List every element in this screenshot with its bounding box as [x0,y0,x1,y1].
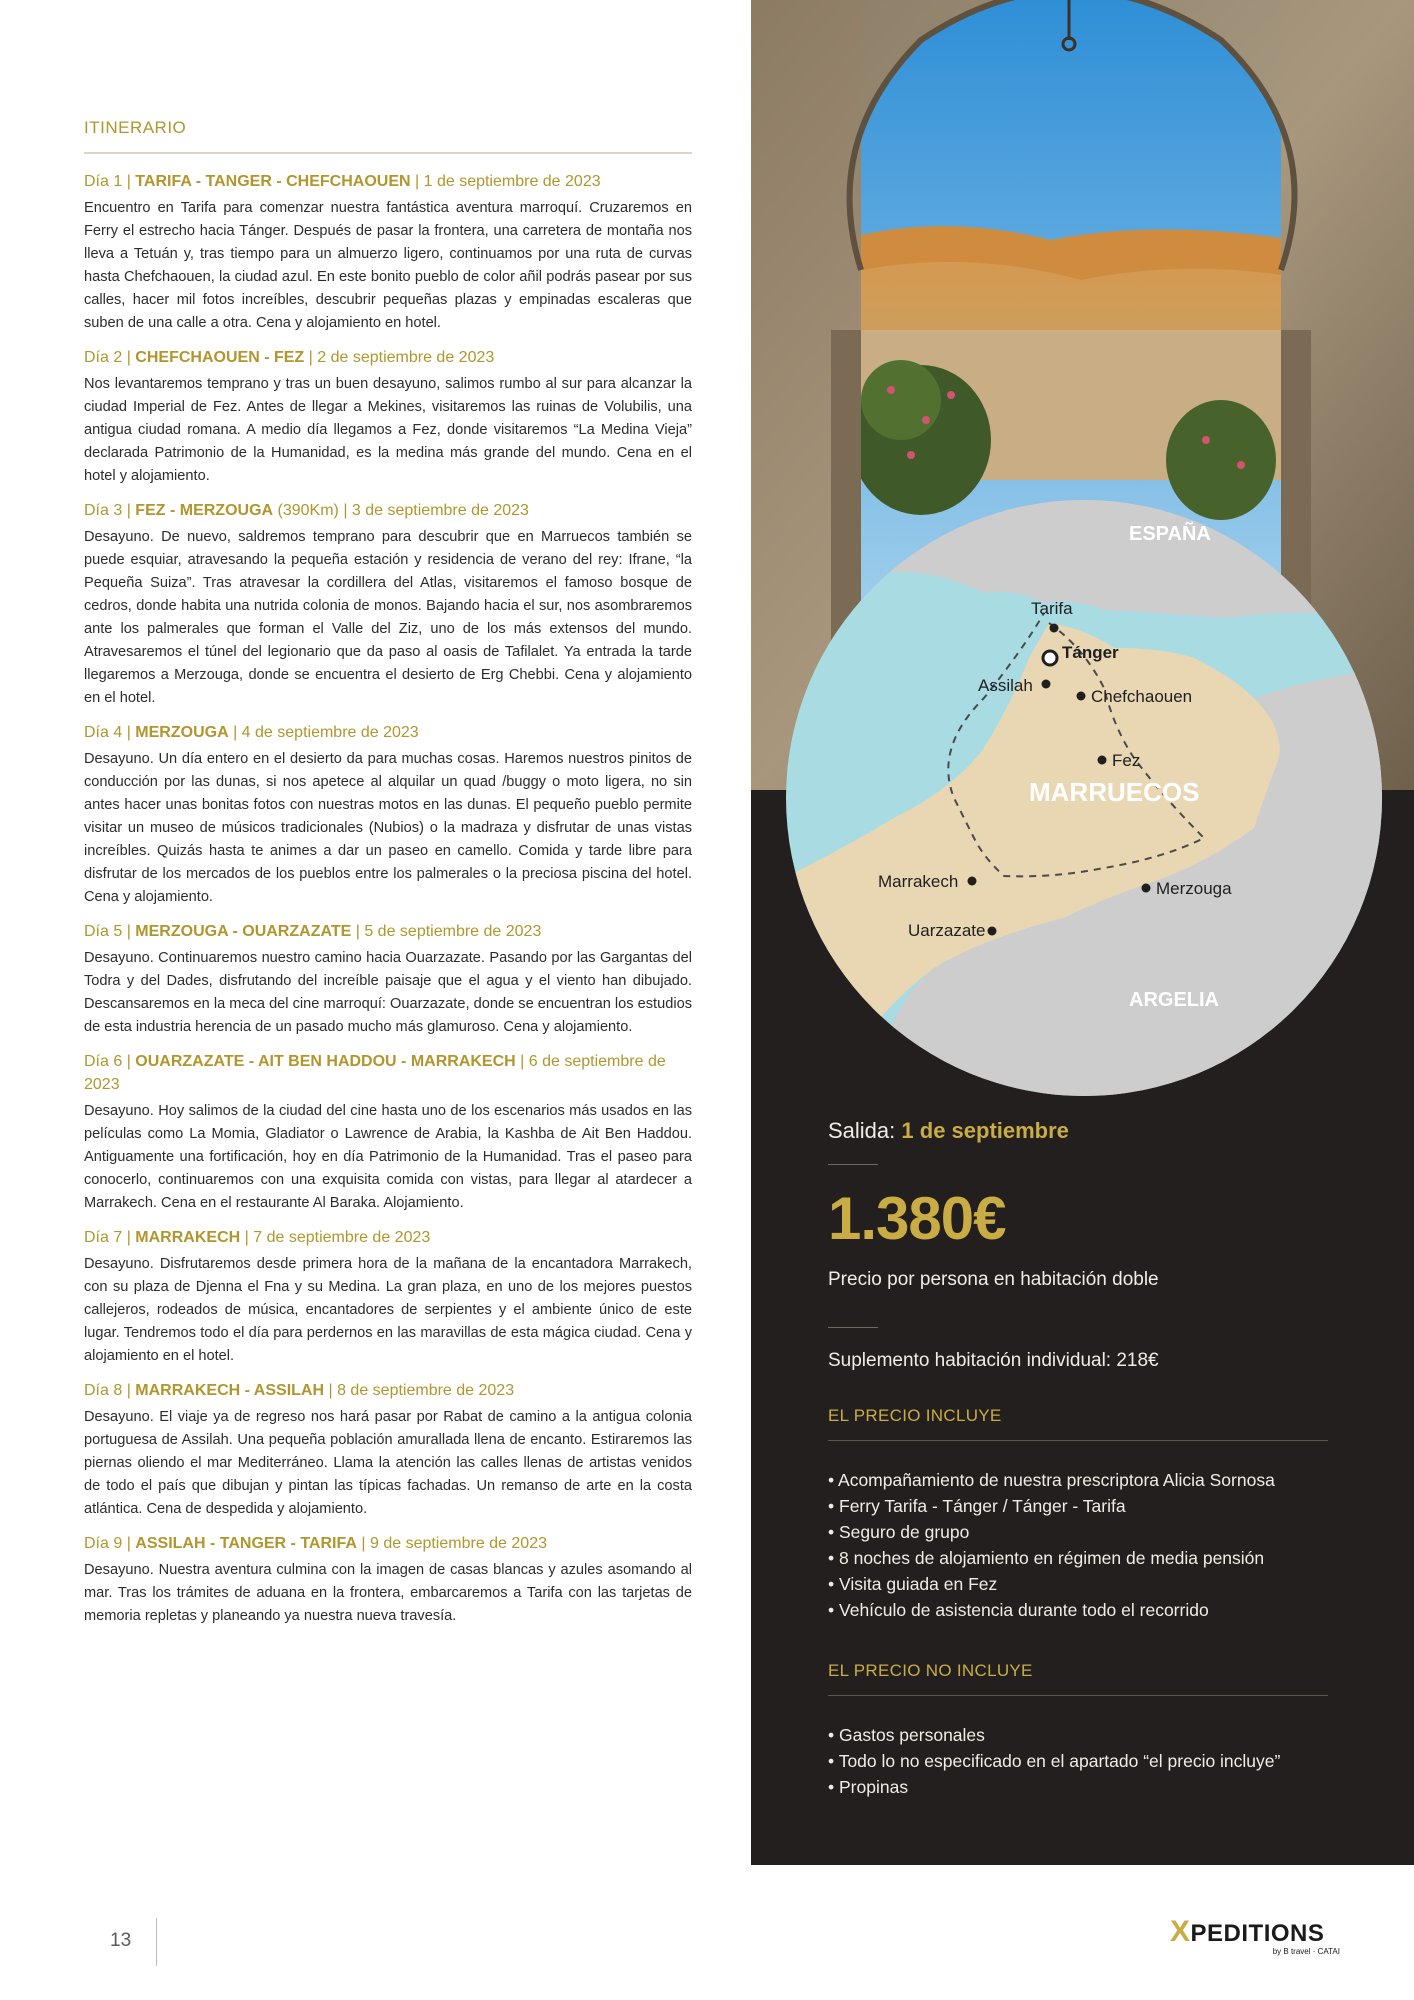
day-label: Día 8 | [84,1382,131,1399]
itinerary-title: ITINERARIO [84,118,692,154]
day-date: | 8 de septiembre de 2023 [328,1382,515,1399]
day-heading [84,721,692,744]
city-marrakech: Marrakech [878,872,959,891]
itinerary-day [84,920,692,1039]
day-date: | 4 de septiembre de 2023 [233,724,419,741]
itinerary-day [84,1050,692,1215]
itinerary-day [84,346,692,488]
brand-name: PEDITIONS [1190,1920,1325,1947]
day-label: Día 2 | [84,349,131,366]
day-heading [84,1050,692,1096]
day-description: Encuentro en Tarifa para comenzar nuestra fantástica aventura marroquí. Cruzaremos en Ferry el estrecho hacia Tánger. Después de pasar la frontera, una carretera de montaña nos lleva a Tetuán y, tras tiempo para un almuerzo ligero, continuamos por una ruta de curvas hasta Chefchaouen, la ciudad azul. En este bonito pueblo de color añil podrás pasear por sus calles, hacer mil fotos increíbles, descubrir pequeñas plazas y empinadas escaleras que suben de una calle a otra. Cena y alojamiento en hotel. [84,200,692,331]
day-date: | 2 de septiembre de 2023 [308,349,495,366]
day-description: Nos levantaremos temprano y tras un buen desayuno, salimos rumbo al sur para alcanzar la ciudad Imperial de Fez. Antes de llegar a Mekines, visitaremos las ruinas de Volubilis, una antigua ciudad romana. A medio día llegamos a Fez, donde visitaremos “La Medina Vieja” declarada Patrimonio de la Humanidad, es la medina más grande del mundo. Cena en el hotel y alojamiento. [84,376,692,484]
day-heading [84,1379,692,1402]
algeria-label: ARGELIA [1129,989,1219,1011]
day-label: Día 1 | [84,173,131,190]
divider [828,1164,878,1165]
day-description: Desayuno. El viaje ya de regreso nos hará pasar por Rabat de camino a la antigua colonia portuguesa de Assilah. Una pequeña población amurallada llena de encanto. Estiraremos las piernas oliendo el mar Mediterráneo. Llama la atención las calles llenas de artistas venidos de todo el país que dibujan y pintan las típicas fachadas. Un remanso de arte en la costa atlántica. Cena de despedida y alojamiento. [84,1409,692,1517]
day-label: Día 3 | [84,502,131,519]
included-item: • Vehículo de asistencia durante todo el recorrido [828,1597,1328,1623]
city-merzouga: Merzouga [1156,879,1232,898]
footer-separator [156,1918,157,1966]
day-route: MERZOUGA - OUARZAZATE [135,923,352,940]
day-date: | 3 de septiembre de 2023 [343,502,529,519]
excluded-item: • Gastos personales [828,1722,1328,1748]
info-panel [751,0,1414,1865]
supplement: Suplemento habitación individual: 218€ [828,1350,1159,1371]
itinerary-day [84,1226,692,1368]
included-item: • Visita guiada en Fez [828,1571,1328,1597]
day-heading [84,920,692,943]
price-block [828,1118,1328,1800]
day-route: ASSILAH - TANGER - TARIFA [135,1535,357,1552]
itinerary-days [84,170,692,1628]
day-route: FEZ - MERZOUGA [135,502,274,519]
includes-list [828,1467,1328,1623]
day-heading [84,170,692,193]
itinerary-day [84,499,692,710]
city-tarifa: Tarifa [1031,599,1073,618]
price: 1.380€ [828,1185,1006,1252]
day-description: Desayuno. De nuevo, saldremos temprano para descubrir que en Marruecos también se puede esquiar, atravesando la pequeña estación y residencia de verano del rey: Ifrane, “la Pequeña Suiza”. Tras atravesar la cordillera del Atlas, visitaremos el famoso bosque de cedros, donde habita una nutrida colonia de monos. Bajando hacia el sur, nos asombraremos ante los palmerales que forman el Valle del Ziz, uno de los más extensos del mundo. Atravesaremos el túnel del legionario que da paso al oasis de Tafilalet. Ya entrada la tarde llegaremos a Merzouga, donde se encuentra el desierto de Erg Chebbi. Cena y alojamiento en el hotel. [84,529,692,706]
day-route: TARIFA - TANGER - CHEFCHAOUEN [135,173,411,190]
city-assilah: Assilah [978,676,1033,695]
route-map [784,498,1384,1098]
departure-date: 1 de septiembre [901,1118,1069,1143]
day-label: Día 5 | [84,923,131,940]
excluded-item: • Todo lo no especificado en el apartado “el precio incluye” [828,1748,1328,1774]
day-heading [84,499,692,522]
day-description: Desayuno. Nuestra aventura culmina con la imagen de casas blancas y azules asomando al mar. Tras los trámites de aduana en la frontera, embarcaremos a Tarifa con las tarjetas de memoria repletas y planeando ya nuestra nueva travesía. [84,1562,692,1624]
brand-x: X [1170,1915,1191,1948]
day-route: MERZOUGA [135,724,229,741]
day-date: | 6 de septiembre de 2023 [84,1053,666,1093]
day-description: Desayuno. Disfrutaremos desde primera hora de la mañana de la encantadora Marrakech, con su plaza de Djenna el Fna y su Medina. La gran plaza, en uno de los mejores puestos callejeros, rodeados de música, encantadores de serpientes y el ambiente único de este lugar. Tendremos todo el día para perdernos en las maravillas de esta mágica ciudad. Cena y alojamiento en el hotel. [84,1256,692,1364]
morocco-label: MARRUECOS [1029,777,1200,807]
day-label: Día 7 | [84,1229,131,1246]
day-route: MARRAKECH - ASSILAH [135,1382,325,1399]
day-route: MARRAKECH [135,1229,241,1246]
included-item: • Seguro de grupo [828,1519,1328,1545]
day-date: | 5 de septiembre de 2023 [355,923,542,940]
brand-sub: by B travel · CATAI [1272,1947,1340,1956]
includes-title: EL PRECIO INCLUYE [828,1406,1328,1441]
included-item: • 8 noches de alojamiento en régimen de media pensión [828,1545,1328,1571]
itinerary-day [84,170,692,335]
spain-label: ESPAÑA [1129,523,1211,545]
day-heading [84,346,692,369]
day-description: Desayuno. Un día entero en el desierto da para muchas cosas. Haremos nuestros pinitos de conducción por las dunas, si nos apetece al alquilar un quad /buggy o moto ligera, no sin antes hacer unas bonitas fotos con nuestras motos en las dunas. El pequeño pueblo permite visitar un museo de músicos tradicionales (Nubios) o la madraza y disfrutar de unas vistas increíbles. Quizás hasta te animes a dar un paseo en camello. Comida y tarde libre para disfrutar de los mercados de los pueblos entre los palmerales o la preciosa piscina del hotel. Cena y alojamiento. [84,751,692,905]
itinerary-day [84,1532,692,1628]
city-chefchaouen: Chefchaouen [1091,687,1193,706]
brand-logo [1170,1915,1340,1956]
itinerary-day [84,721,692,909]
divider [828,1327,878,1328]
day-date: | 9 de septiembre de 2023 [361,1535,547,1552]
day-heading [84,1226,692,1249]
day-description: Desayuno. Continuaremos nuestro camino hacia Ouarzazate. Pasando por las Gargantas del Todra y del Dades, disfrutando del increíble paisaje que el agua y el viento han dibujado. Descansaremos en la meca del cine marroquí: Ouarzazate, donde se encuentran los estudios de esta industria herencia de un pasado mucho más glamuroso. Cena y alojamiento. [84,950,692,1035]
included-item: • Ferry Tarifa - Tánger / Tánger - Tarifa [828,1493,1328,1519]
day-route: OUARZAZATE - AIT BEN HADDOU - MARRAKECH [135,1053,516,1070]
city-tanger: Tánger [1062,643,1119,662]
day-date: | 7 de septiembre de 2023 [244,1229,431,1246]
day-heading [84,1532,692,1555]
day-route: CHEFCHAOUEN - FEZ [135,349,305,366]
day-date: | 1 de septiembre de 2023 [415,173,601,190]
day-label: Día 6 | [84,1053,131,1070]
itinerary-day [84,1379,692,1521]
page-number: 13 [110,1930,132,1951]
day-description: Desayuno. Hoy salimos de la ciudad del cine hasta uno de los escenarios más usados en las películas como La Momia, Gladiator o Lawrence de Arabia, la Kashba de Ait Ben Haddou. Antiguamente una fortificación, hoy en día Patrimonio de la Humanidad. Tras el paseo para conocerlo, continuaremos con una exquisita comida con vistas, para llegar al atardecer a Marrakech. Cena en el restaurante Al Baraka. Alojamiento. [84,1103,692,1211]
departure [828,1118,1328,1144]
day-label: Día 4 | [84,724,131,741]
day-label: Día 9 | [84,1535,131,1552]
excludes-list [828,1722,1328,1800]
price-note: Precio por persona en habitación doble [828,1269,1159,1290]
itinerary-column [84,118,692,1639]
city-uarzazate: Uarzazate [908,921,986,940]
included-item: • Acompañamiento de nuestra prescriptora Alicia Sornosa [828,1467,1328,1493]
day-distance: (390Km) [273,502,339,519]
excludes-title: EL PRECIO NO INCLUYE [828,1661,1328,1696]
departure-label: Salida: [828,1118,896,1143]
city-fez: Fez [1112,751,1141,770]
excluded-item: • Propinas [828,1774,1328,1800]
